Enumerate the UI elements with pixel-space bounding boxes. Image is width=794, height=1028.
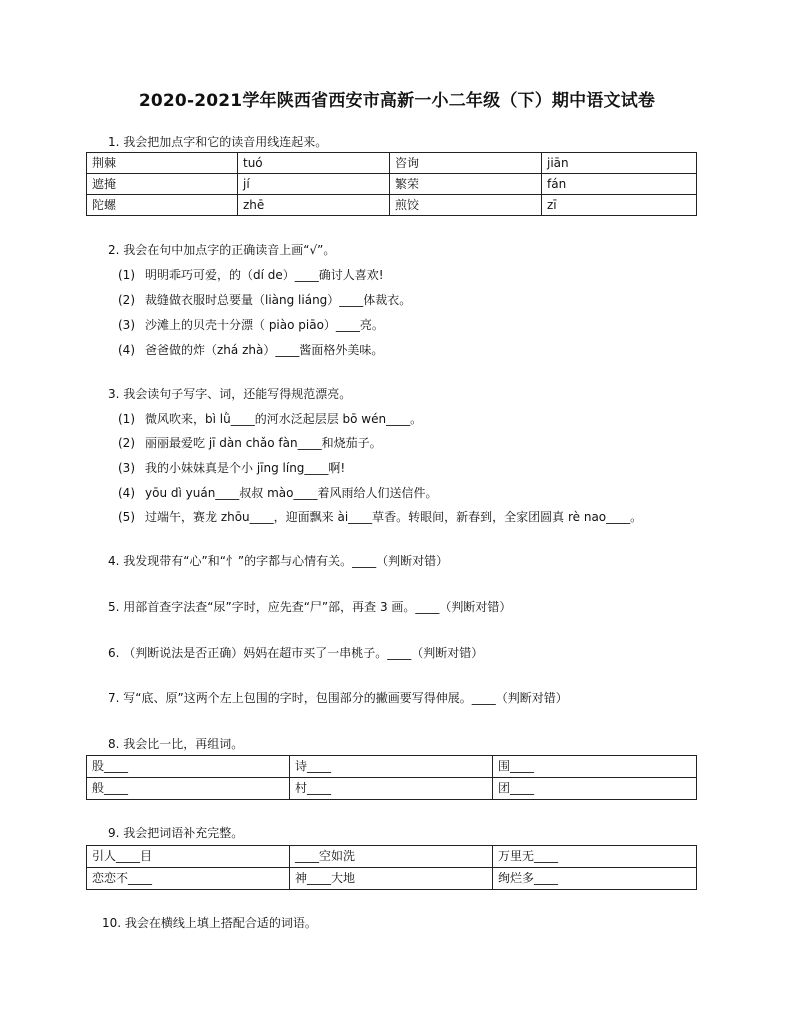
table-cell: zhē — [238, 195, 390, 216]
item-text: 过端午，赛龙 zhōu____，迎面飘来 ài____草香。转眼间，新春到，全家团圆真 rè nao____。 — [145, 510, 643, 524]
page-title: 2020-2021学年陕西省西安市高新一小二年级（下）期中语文试卷 — [138, 91, 656, 111]
q3-item — [118, 411, 422, 427]
q3-item — [118, 509, 642, 525]
item-number: (4) — [118, 486, 135, 500]
question-2: 2. 我会在句中加点字的正确读音上画“√”。 — [108, 243, 336, 257]
item-number: (2) — [118, 293, 135, 307]
table-cell: 煎饺 — [390, 195, 542, 216]
table-cell: ____空如洗 — [290, 846, 493, 868]
item-number: (3) — [118, 461, 135, 475]
table-cell: 恋恋不____ — [87, 868, 290, 890]
q9-table — [86, 845, 697, 890]
table-cell: 绚烂多____ — [493, 868, 697, 890]
q2-item — [118, 292, 411, 308]
item-number: (5) — [118, 510, 135, 524]
table-cell: 万里无____ — [493, 846, 697, 868]
table-row — [87, 174, 697, 195]
table-cell: jiān — [542, 153, 697, 174]
item-text: 沙滩上的贝壳十分漂（ piào piāo）____亮。 — [145, 318, 384, 332]
table-row — [87, 756, 697, 778]
item-number: (2) — [118, 436, 135, 450]
q3-item — [118, 460, 345, 476]
question-7: 7. 写“底、原”这两个左上包围的字时，包围部分的撇画要写得伸展。____（判断对错） — [108, 691, 568, 705]
table-row — [87, 868, 697, 890]
table-cell: 股____ — [87, 756, 290, 778]
item-text: 丽丽最爱吃 jī dàn chǎo fàn____和烧茄子。 — [145, 436, 382, 450]
item-text: 裁缝做衣服时总要量（liàng liáng）____体裁衣。 — [145, 293, 412, 307]
item-text: 爸爸做的炸（zhá zhà）____酱面格外美味。 — [145, 343, 384, 357]
table-cell: 引人____目 — [87, 846, 290, 868]
q8-table — [86, 755, 697, 800]
q1-table — [86, 152, 697, 216]
question-10: 10. 我会在横线上填上搭配合适的词语。 — [102, 916, 317, 930]
table-row — [87, 778, 697, 800]
q2-item — [118, 267, 384, 283]
item-number: (1) — [118, 412, 135, 426]
table-cell: fán — [542, 174, 697, 195]
table-cell: jí — [238, 174, 390, 195]
table-cell: 围____ — [493, 756, 697, 778]
table-cell: 繁荣 — [390, 174, 542, 195]
table-cell: 般____ — [87, 778, 290, 800]
q2-item — [118, 342, 383, 358]
question-3: 3. 我会读句子写字、词，还能写得规范漂亮。 — [108, 387, 352, 401]
table-cell: 神____大地 — [290, 868, 493, 890]
table-cell: 咨询 — [390, 153, 542, 174]
table-cell: tuó — [238, 153, 390, 174]
q3-item — [118, 435, 382, 451]
table-cell: 陀螺 — [87, 195, 238, 216]
table-cell: 团____ — [493, 778, 697, 800]
question-6: 6. （判断说法是否正确）妈妈在超市买了一串桃子。____（判断对错） — [108, 646, 484, 660]
item-number: (4) — [118, 343, 135, 357]
question-4: 4. 我发现带有“心”和“忄”的字都与心情有关。____（判断对错） — [108, 554, 449, 568]
table-cell: zī — [542, 195, 697, 216]
table-cell: 诗____ — [290, 756, 493, 778]
item-number: (1) — [118, 268, 135, 282]
item-text: 明明乖巧可爱，的（dí de）____确讨人喜欢! — [145, 268, 384, 282]
table-cell: 荆棘 — [87, 153, 238, 174]
item-text: 微风吹来，bì lǜ____的河水泛起层层 bō wén____。 — [145, 412, 423, 426]
question-1: 1. 我会把加点字和它的读音用线连起来。 — [108, 135, 328, 149]
q3-item — [118, 485, 438, 501]
table-cell: 村____ — [290, 778, 493, 800]
item-text: yōu dì yuán____叔叔 mào____着风雨给人们送信件。 — [145, 486, 438, 500]
question-9: 9. 我会把词语补充完整。 — [108, 826, 244, 840]
item-number: (3) — [118, 318, 135, 332]
question-8: 8. 我会比一比，再组词。 — [108, 737, 244, 751]
q2-item — [118, 317, 384, 333]
table-row — [87, 846, 697, 868]
item-text: 我的小妹妹真是个小 jīng líng____啊! — [145, 461, 346, 475]
table-row — [87, 195, 697, 216]
question-5: 5. 用部首查字法查“尿”字时，应先查“尸”部，再查 3 画。____（判断对错） — [108, 600, 512, 614]
table-cell: 遮掩 — [87, 174, 238, 195]
table-row — [87, 153, 697, 174]
